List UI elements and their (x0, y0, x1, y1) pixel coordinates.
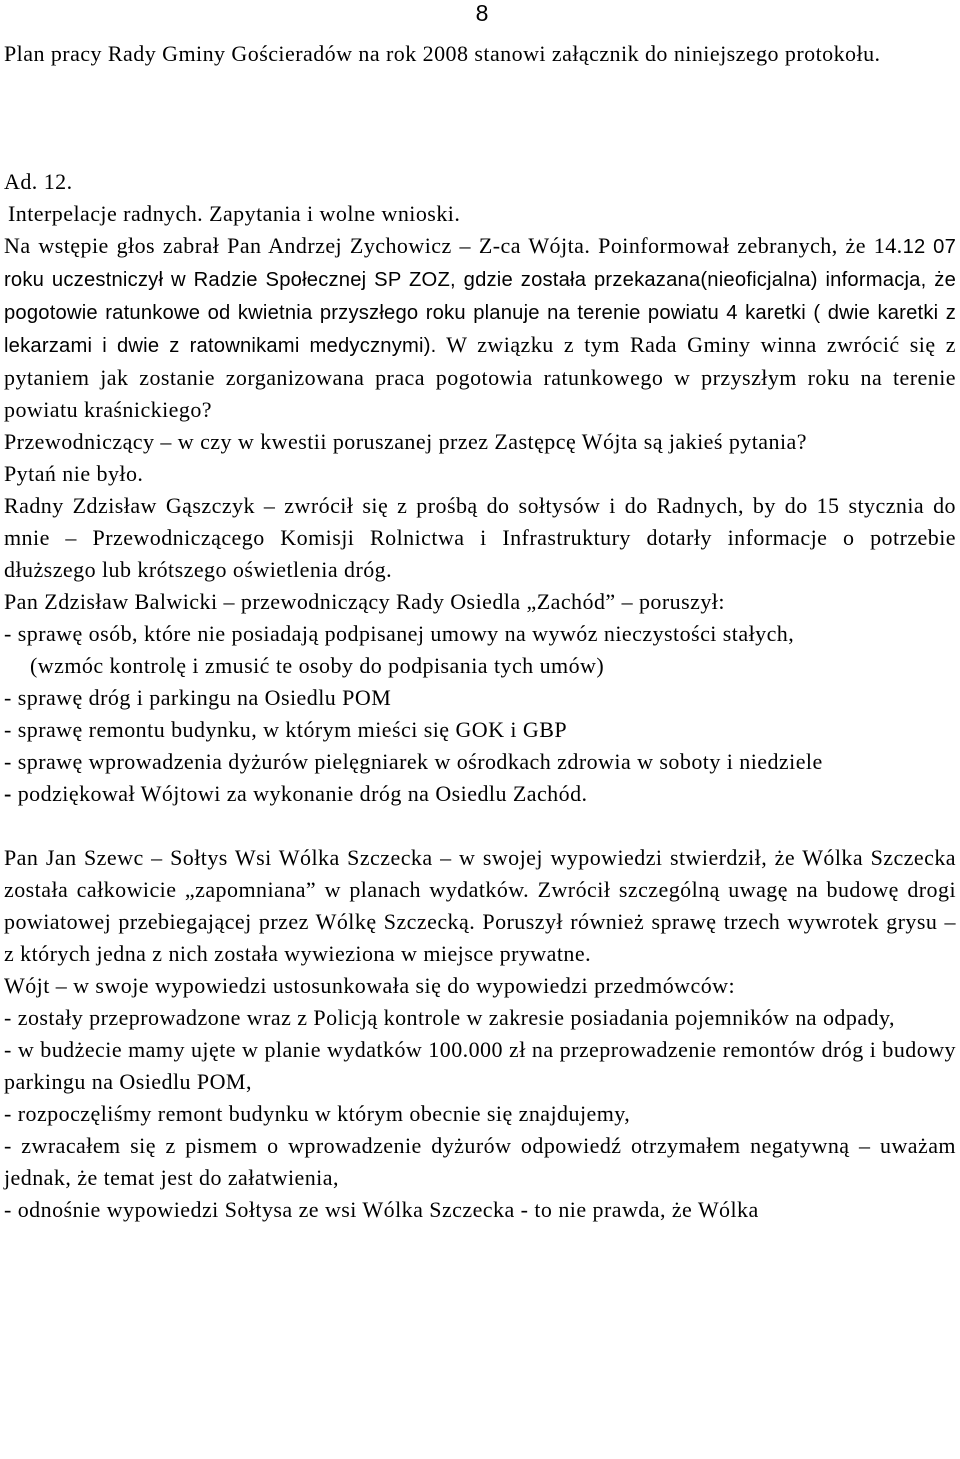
text-line: Na wstępie głos zabrał Pan Andrzej Zychowicz – Z-ca Wójta. Poinformował (4, 233, 730, 258)
list-dash: - (4, 781, 12, 806)
text-line: (wzmóc kontrolę i zmusić te osoby do podpisania tych umów) (30, 653, 605, 678)
text-line: została przekazana(nieoficjalna) informacja, że pogotowie ratunkowe od kwietnia (4, 269, 956, 324)
text-line: - sprawę remontu budynku, w którym mieści się GOK i GBP (4, 717, 568, 742)
text-line: pytania? (728, 429, 807, 454)
text-line: Radny Zdzisław Gąszczyk – zwrócił się z prośbą do sołtysów i do Radnych, by do (4, 493, 808, 518)
wojt-item-3 (4, 1098, 956, 1130)
text-line: roku na terenie powiatu kraśnickiego? (4, 365, 956, 422)
text-line: remontów dróg i budowy parkingu na Osiedlu POM, (4, 1037, 956, 1094)
text-line: 12 07 roku uczestniczył w Radzie Społecznej SP ZOZ, gdzie (4, 236, 956, 291)
text-line: Plan pracy Rady Gminy Gościeradów na rok 2008 stanowi załącznik do (4, 41, 668, 66)
balwicki-item-1 (4, 618, 956, 650)
zychowicz-paragraph (4, 230, 956, 426)
section-heading (4, 166, 956, 198)
text-line: podziękował Wójtowi za wykonanie dróg na Osiedlu Zachód. (11, 781, 588, 806)
text-line: z pytaniem jak zostanie zorganizowana praca pogotowia ratunkowego w przyszłym (4, 332, 956, 390)
balwicki-item-1-note (4, 650, 956, 682)
text-line: - sprawę dróg i parkingu na Osiedlu POM (4, 685, 392, 710)
balwicki-item-3 (4, 714, 956, 746)
text-line: Pan Zdzisław Balwicki – przewodniczący Rady Osiedla „Zachód” – poruszył: (4, 589, 725, 614)
balwicki-paragraph (4, 586, 956, 618)
wojt-item-4 (4, 1130, 956, 1194)
text-line: na odpady, (795, 1005, 895, 1030)
text-line: niniejszego protokołu. (673, 41, 881, 66)
text-line: Przewodniczący – w czy w kwestii poruszanej przez Zastępcę Wójta są jakieś (4, 429, 723, 454)
text-line: Pytań nie było. (4, 461, 144, 486)
section-number: Ad. 12. (4, 169, 73, 194)
text-line: negatywną – uważam jednak, że temat jest do załatwienia, (4, 1133, 956, 1190)
no-questions-paragraph (4, 458, 956, 490)
text-line: - rozpoczęliśmy remont budynku w którym obecnie się znajdujemy, (4, 1101, 631, 1126)
balwicki-item-5 (4, 778, 956, 810)
plan-statement-paragraph (4, 38, 956, 70)
text-line: niedziele (739, 749, 823, 774)
wojt-item-2 (4, 1034, 956, 1098)
text-line: - sprawę wprowadzenia dyżurów pielęgniarek w ośrodkach zdrowia w soboty i (4, 749, 734, 774)
text-line: Szczecką. Poruszył również sprawę trzech wywrotek grysu – z których jedna z nich (4, 909, 957, 966)
text-line: Wólka Szczecka została całkowicie „zapomniana” w planach wydatków. Zwrócił (4, 845, 956, 902)
szewc-paragraph (4, 842, 956, 970)
text-line: została wywieziona w miejsce prywatne. (214, 941, 592, 966)
text-line: szczególną uwagę na budowę drogi powiatowej przebiegającej przez Wólkę (4, 877, 957, 934)
page-number: 8 (475, 0, 489, 26)
section-title-text: Interpelacje radnych. Zapytania i wolne wnioski. (8, 201, 461, 226)
balwicki-item-2 (4, 682, 956, 714)
document-body (4, 38, 956, 1226)
text-line: - zwracałem się z pismem o wprowadzenie dyżurów odpowiedź otrzymałem (4, 1133, 741, 1158)
text-line: Wójt – w swoje wypowiedzi ustosunkowała się do wypowiedzi przedmówców: (4, 973, 736, 998)
chairman-question-paragraph (4, 426, 956, 458)
section-title (4, 198, 956, 230)
wojt-item-5 (4, 1194, 956, 1226)
gaszczyk-paragraph (4, 490, 956, 586)
text-line: Pan Jan Szewc – Sołtys Wsi Wólka Szczecka – w swojej wypowiedzi stwierdził, że (4, 845, 796, 870)
wojt-item-1 (4, 1002, 956, 1034)
text-line: dwie z ratownikami medycznymi). (116, 335, 437, 357)
text-line: 15 stycznia do mnie – Przewodniczącego Komisji Rolnictwa i Infrastruktury dotarły (4, 493, 957, 550)
text-line: - w budżecie mamy ujęte w planie wydatków 100.000 zł na przeprowadzenie (4, 1037, 717, 1062)
balwicki-item-4 (4, 746, 956, 778)
spacer (4, 70, 956, 166)
text-line: informacje o potrzebie dłuższego lub krótszego oświetlenia dróg. (4, 525, 956, 582)
text-line: W związku z tym Rada Gminy winna zwrócić się (436, 332, 936, 357)
spacer (4, 810, 956, 842)
text-line: - odnośnie wypowiedzi Sołtysa ze wsi Wólka Szczecka - to nie prawda, że Wólka (4, 1197, 759, 1222)
text-line: zebranych, że 14. (737, 233, 903, 258)
text-line: - zostały przeprowadzone wraz z Policją kontrole w zakresie posiadania pojemników (4, 1005, 790, 1030)
wojt-paragraph (4, 970, 956, 1002)
text-line: - sprawę osób, które nie posiadają podpisanej umowy na wywóz nieczystości stałych, (4, 621, 795, 646)
text-line: przyszłego roku planuje na terenie powiatu 4 karetki ( dwie karetki z lekarzami i (4, 302, 957, 357)
